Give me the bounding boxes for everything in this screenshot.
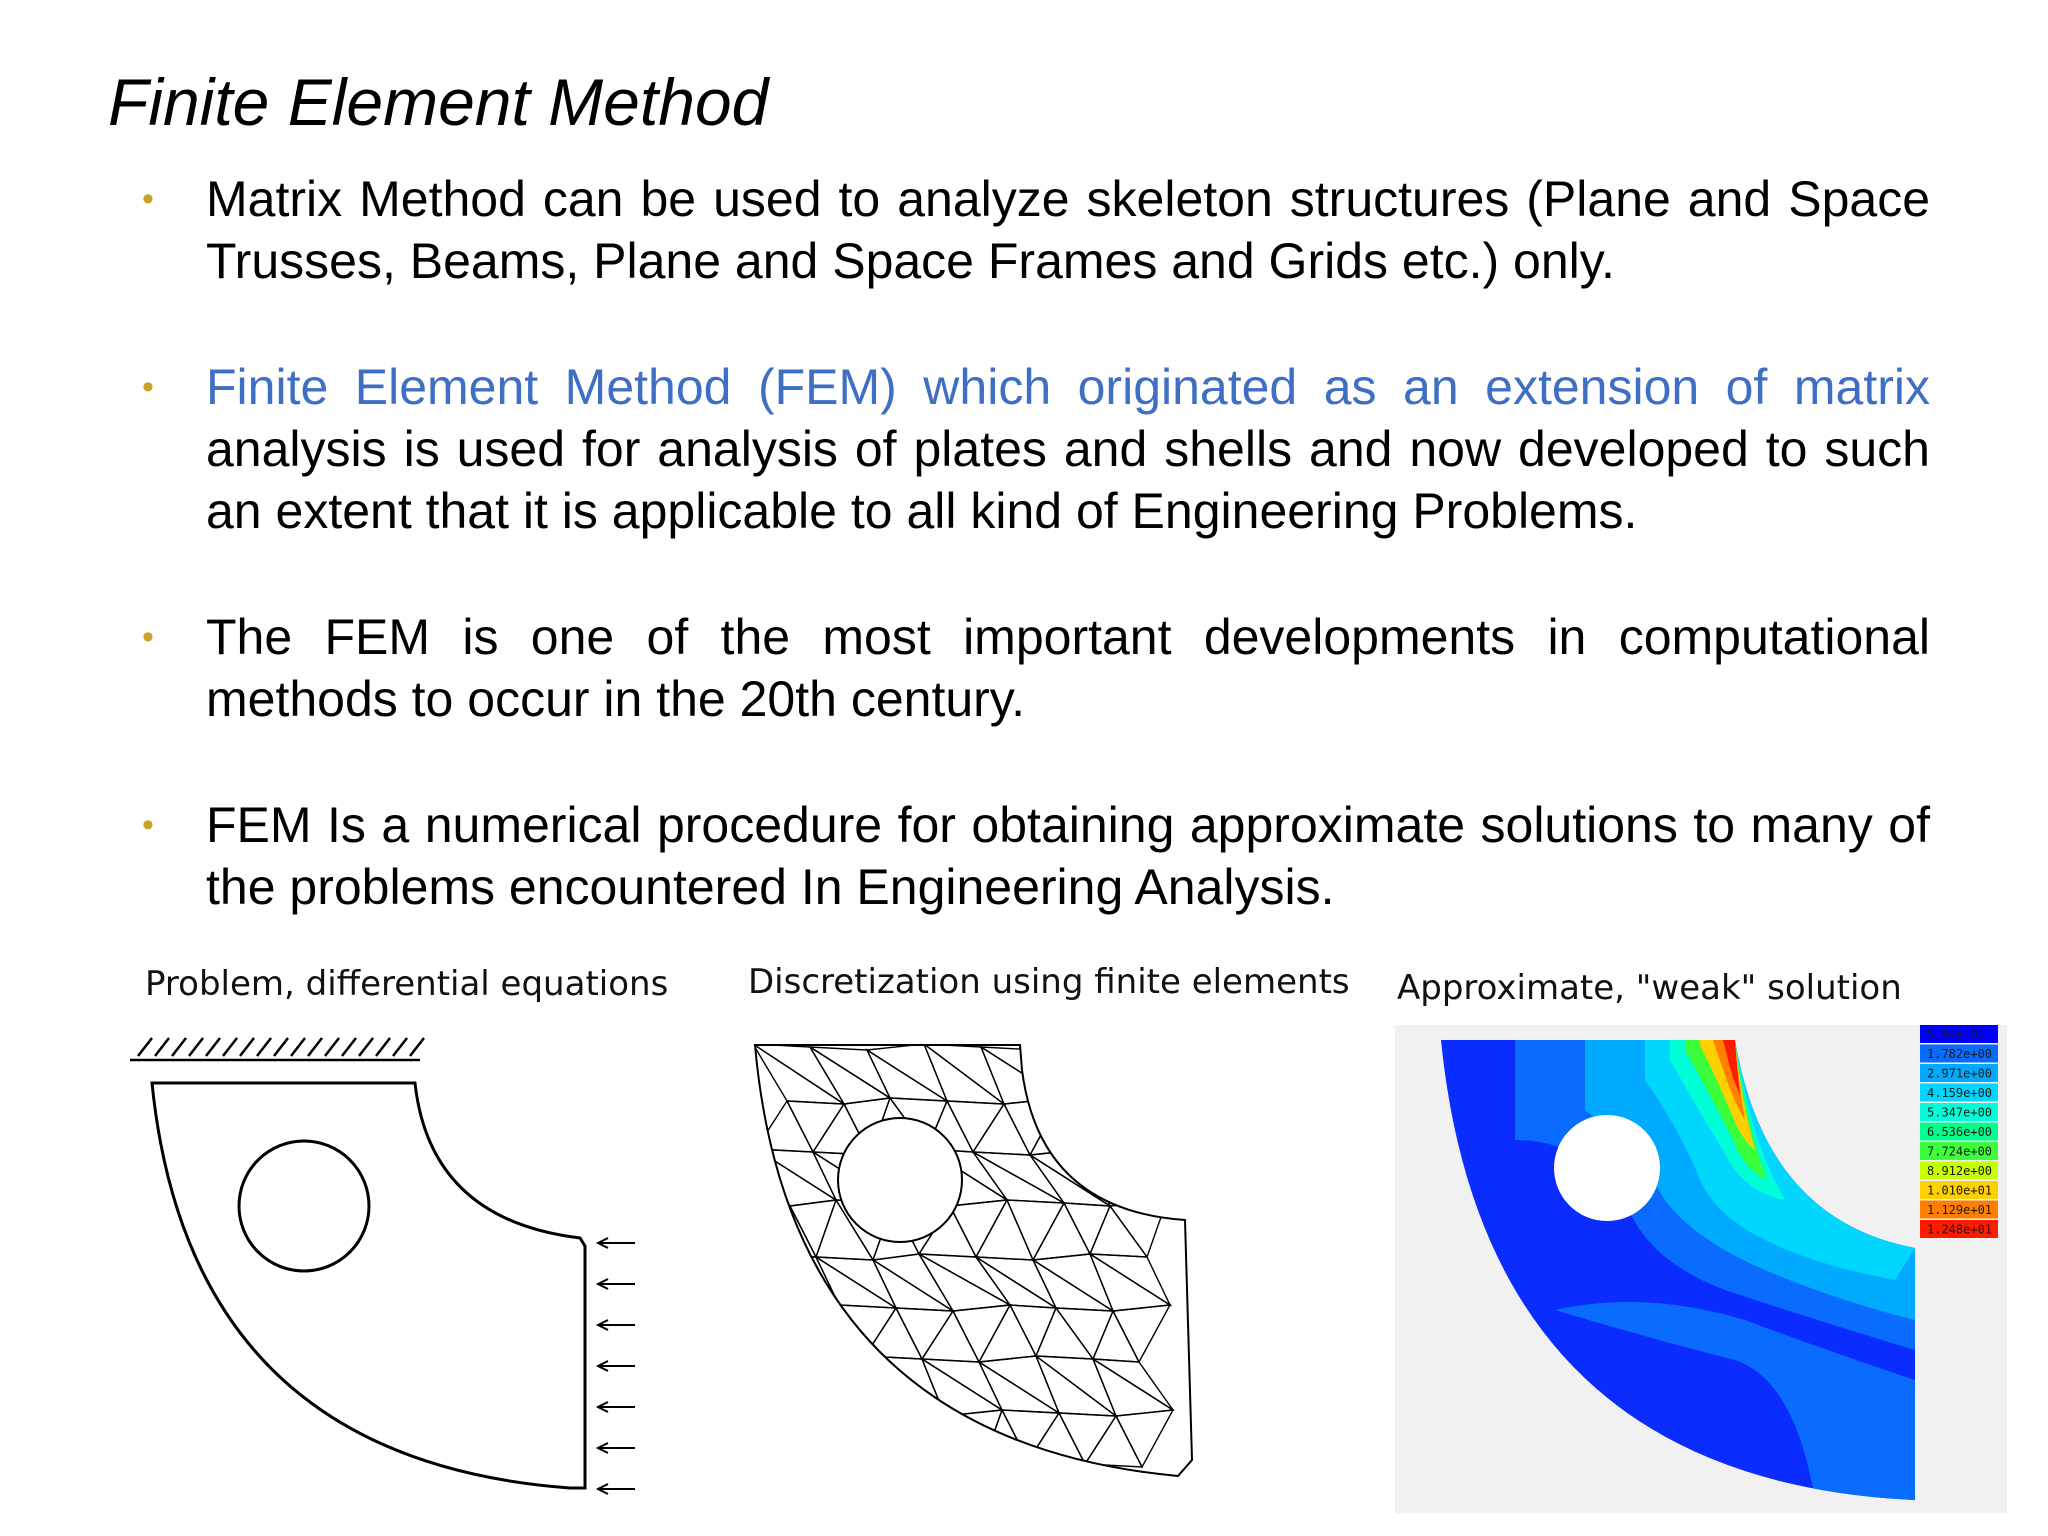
plate-hole [239, 1141, 369, 1271]
mesh-triangle [1004, 1098, 1061, 1155]
mesh-triangle [762, 1359, 842, 1416]
hatch-line [274, 1038, 288, 1056]
hatch-line [206, 1038, 220, 1056]
mesh-triangle [1002, 1410, 1059, 1461]
legend-label: 1.010e+01 [1927, 1183, 1993, 1198]
mesh-triangle [922, 1311, 979, 1362]
mesh-triangle [950, 1200, 1007, 1257]
mesh-triangle [953, 1305, 1010, 1362]
mesh-triangle [867, 1050, 947, 1101]
hatch-line [138, 1038, 152, 1056]
mesh-triangle [1110, 1200, 1167, 1257]
mesh-triangle [839, 1305, 896, 1356]
mesh-triangle [808, 1356, 899, 1413]
hatch-line [291, 1038, 305, 1056]
mesh-triangle [842, 1410, 899, 1461]
mesh-figure-label: Discretization using finite elements [748, 962, 1350, 1002]
mesh-triangle [1064, 1203, 1110, 1254]
mesh-triangle [873, 1260, 953, 1311]
mesh-triangle [982, 1410, 1028, 1467]
legend-label: 4.159e+00 [1927, 1086, 1993, 1100]
mesh-triangle [1033, 1203, 1090, 1260]
bullet-text-rest: analysis is used for analysis of plates and shells and now developed to such an extent that it is applicable to all kind of Engineering Problems. [206, 421, 1930, 539]
hatch-line [155, 1038, 169, 1056]
solution-hole [1554, 1115, 1660, 1221]
bullet-icon: • [142, 618, 154, 656]
fixed-support-hatch-icon [130, 1038, 424, 1060]
mesh-triangle [976, 1200, 1033, 1260]
mesh-triangle [1061, 1098, 1118, 1149]
bullet-text: Matrix Method can be used to analyze skeleton structures (Plane and Space Trusses, Beams, Plane and Space Frames and Grids etc.) only. [206, 171, 1930, 289]
mesh-triangle [811, 1410, 868, 1467]
mesh-triangle [785, 1410, 842, 1467]
mesh-triangle [762, 1311, 808, 1362]
hatch-line [359, 1038, 373, 1056]
mesh-triangle [1038, 1050, 1118, 1101]
mesh-triangle [896, 1308, 953, 1359]
plate-outline [152, 1083, 585, 1488]
legend-label: 2.971e+00 [1927, 1066, 1993, 1081]
mesh-triangle [1056, 1308, 1113, 1359]
hatch-line [308, 1038, 322, 1056]
hatch-line [342, 1038, 356, 1056]
mesh-triangle [1084, 1044, 1175, 1104]
bullet-item [140, 606, 1930, 730]
mesh-figure [750, 1040, 1210, 1490]
mesh-triangle [1113, 1305, 1170, 1362]
slide-title: Finite Element Method [108, 65, 769, 139]
distributed-load-arrows [598, 1238, 635, 1494]
mesh-triangle [947, 1101, 1004, 1152]
mesh-triangle [756, 1149, 836, 1206]
legend-label: 5.347e+00 [1927, 1105, 1993, 1120]
mesh-triangle [922, 1359, 1002, 1416]
bullet-text: The FEM is one of the most important developments in computational methods to occur in the 20th century. [206, 609, 1930, 727]
legend-label: 8.912e+00 [1927, 1164, 1993, 1178]
mesh-triangle [762, 1359, 842, 1410]
mesh-triangle [1038, 1044, 1118, 1101]
hatch-line [257, 1038, 271, 1056]
hatch-line [172, 1038, 186, 1056]
hatch-line [325, 1038, 339, 1056]
mesh-triangle [1033, 1260, 1113, 1311]
hatch-line [410, 1038, 424, 1056]
mesh-triangle [787, 1101, 844, 1152]
mesh-triangle [754, 1416, 811, 1467]
mesh-triangle [1030, 1155, 1110, 1206]
mesh-triangle [782, 1305, 839, 1362]
mesh-triangle [865, 1308, 922, 1359]
bullet-item [140, 168, 1930, 292]
bullet-text [206, 356, 1930, 542]
mesh-triangle [790, 1200, 836, 1257]
bullet-icon: • [142, 806, 154, 844]
mesh-triangle [759, 1254, 839, 1311]
mesh-triangle [1116, 1410, 1173, 1467]
contour-legend [1920, 1025, 1998, 1238]
mesh-triangle [1010, 1305, 1056, 1356]
mesh-triangle [973, 1104, 1030, 1155]
mesh-triangle [1036, 1308, 1093, 1359]
mesh-triangle [1087, 1149, 1167, 1200]
mesh-triangle [808, 1305, 865, 1362]
mesh-triangle [1085, 1416, 1142, 1467]
mesh-triangle [753, 1044, 844, 1104]
bullet-text: FEM Is a numerical procedure for obtaining approximate solutions to many of the problems encountered In Engineering Analysis. [206, 797, 1930, 915]
mesh-triangle [756, 1101, 813, 1152]
mesh-hole [838, 1118, 962, 1242]
solution-figure [1395, 1020, 2007, 1516]
mesh-triangle [810, 1047, 890, 1104]
mesh-triangle [1087, 1101, 1144, 1152]
hatch-line [240, 1038, 254, 1056]
mesh-triangle [1007, 1200, 1064, 1260]
legend-label: 1.782e+00 [1927, 1047, 1993, 1061]
bullet-list [140, 168, 1930, 982]
mesh-triangle [979, 1305, 1036, 1362]
hatch-line [393, 1038, 407, 1056]
problem-figure-label: Problem, differential equations [145, 964, 669, 1004]
mesh-triangle [808, 1362, 899, 1413]
mesh-triangle [1030, 1098, 1087, 1155]
mesh-triangle [899, 1413, 945, 1464]
bullet-icon: • [142, 368, 154, 406]
mesh-triangle [1118, 1101, 1175, 1152]
mesh-triangle [873, 1254, 953, 1311]
mesh-triangle [973, 1152, 1064, 1203]
mesh-triangle [1090, 1206, 1147, 1257]
mesh-triangle [1090, 1254, 1170, 1311]
mesh-triangle [925, 1416, 982, 1467]
problem-figure [130, 1030, 650, 1510]
hatch-line [189, 1038, 203, 1056]
mesh-triangle [945, 1410, 1002, 1467]
mesh-triangle [1028, 1413, 1085, 1464]
mesh-elements [753, 1044, 1175, 1467]
bullet-item [140, 794, 1930, 918]
mesh-triangle [1084, 1044, 1175, 1104]
mesh-triangle [868, 1413, 925, 1464]
hatch-line [223, 1038, 237, 1056]
mesh-triangle [1093, 1311, 1139, 1362]
bullet-text-highlight: Finite Element Method (FEM) which originated as an extension of matrix [206, 359, 1930, 415]
hatch-line [376, 1038, 390, 1056]
legend-label: 6.536e+00 [1927, 1125, 1993, 1139]
legend-label: 1.129e+01 [1927, 1203, 1993, 1217]
solution-figure-label: Approximate, "weak" solution [1397, 968, 1902, 1008]
mesh-triangle [979, 1362, 1059, 1413]
bullet-icon: • [142, 180, 154, 218]
legend-label: 5.94e-01 [1927, 1027, 1985, 1042]
mesh-triangle [919, 1254, 1010, 1311]
legend-label: 1.248e+01 [1927, 1222, 1993, 1237]
bullet-item [140, 356, 1930, 542]
legend-label: 7.724e+00 [1927, 1144, 1993, 1159]
